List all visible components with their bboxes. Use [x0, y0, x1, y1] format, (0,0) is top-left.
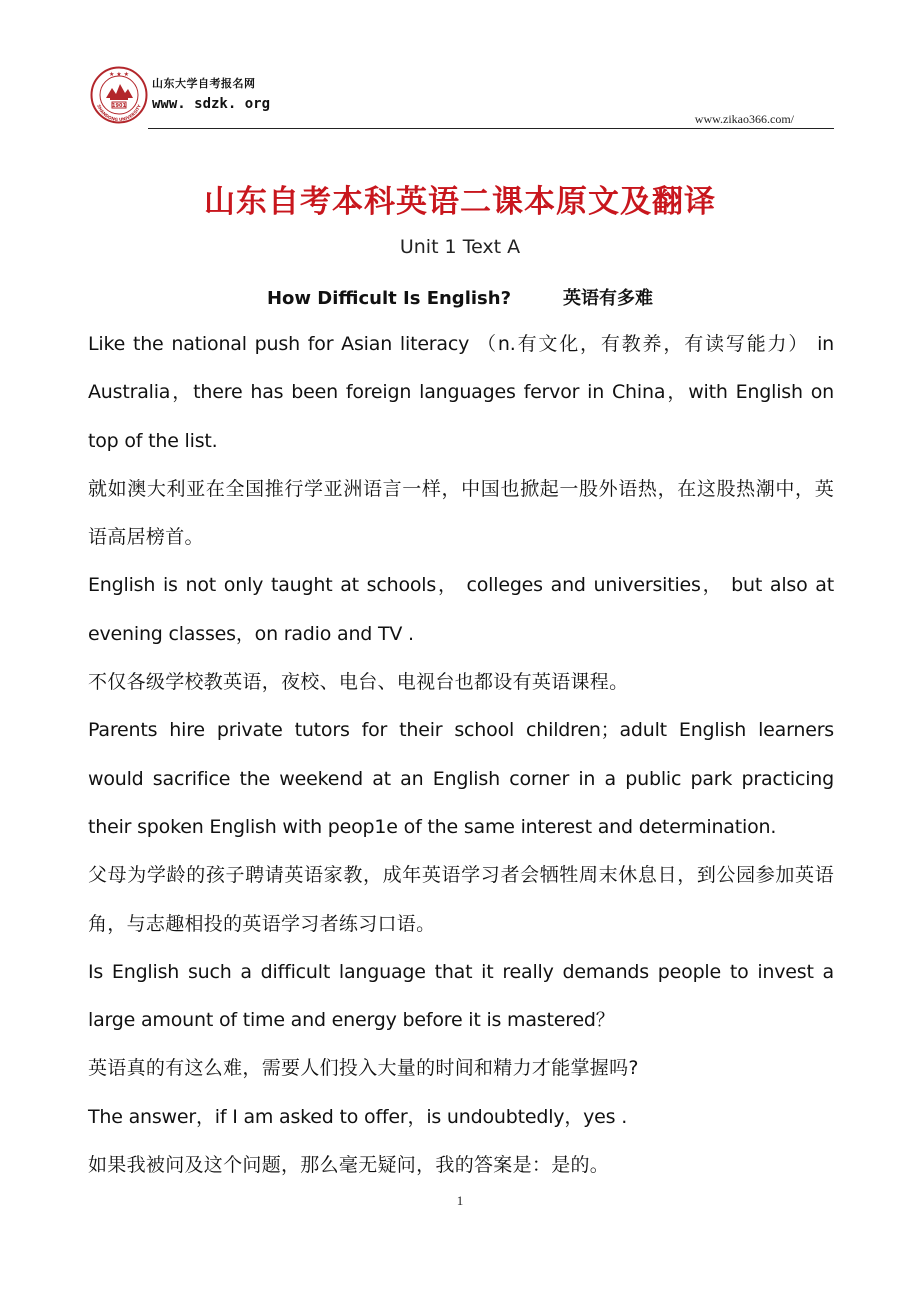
body-text — [88, 320, 834, 1189]
paragraph-english: The answer，if I am asked to offer，is undoubtedly，yes . — [88, 1105, 628, 1128]
brand-name: 山东大学自考报名网 — [152, 77, 256, 90]
paragraph-chinese: 如果我被问及这个问题，那么毫无疑问，我的答案是：是的。 — [88, 1154, 610, 1177]
paragraph-english: English is not only taught at schools， colleges and universities， but also at evening classes，on radio and TV . — [88, 574, 834, 645]
paragraph-chinese: 英语真的有这么难，需要人们投入大量的时间和精力才能掌握吗? — [88, 1057, 639, 1080]
paragraph-english: Like the national push for Asian literacy （n.有文化，有教养，有读写能力） in Australia，there has been foreign languages fervor in China，with English on top of the list. — [88, 333, 834, 452]
svg-text:1901: 1901 — [112, 103, 126, 109]
brand-url[interactable]: www. sdzk. org — [152, 96, 271, 112]
paragraph-chinese: 不仅各级学校教英语，夜校、电台、电视台也都设有英语课程。 — [88, 671, 629, 694]
paragraph-chinese: 父母为学龄的孩子聘请英语家教，成年英语学习者会牺牲周末休息日，到公园参加英语角，与志趣相投的英语学习者练习口语。 — [88, 864, 834, 935]
text-title-chinese: 英语有多难 — [563, 288, 654, 309]
paragraph-english: Parents hire private tutors for their school children；adult English learners would sacrifice the weekend at an English corner in a public park practicing their spoken English with peop1e of the same interest and determination. — [88, 719, 834, 838]
unit-subtitle: Unit 1 Text A — [399, 236, 521, 258]
site-url-link[interactable]: www.zikao366.com/ — [694, 112, 794, 126]
text-title-english: How Difficult Is English? — [266, 288, 512, 309]
header-divider — [148, 128, 834, 129]
shandong-university-seal-icon — [90, 66, 148, 124]
page-number: 1 — [456, 1193, 464, 1208]
paragraph-chinese: 就如澳大利亚在全国推行学亚洲语言一样，中国也掀起一股外语热，在这股热潮中，英语高居榜首。 — [88, 477, 834, 549]
svg-text:SHANDONG UNIVERSITY: SHANDONG UNIVERSITY — [96, 103, 142, 123]
text-title — [0, 284, 920, 310]
paragraph-english: Is English such a difficult language that it really demands people to invest a large amount of time and energy before it is mastered？ — [88, 960, 834, 1032]
svg-text:★ ★ ★: ★ ★ ★ — [109, 71, 129, 78]
page-title: 山东自考本科英语二课本原文及翻译 — [204, 184, 716, 220]
